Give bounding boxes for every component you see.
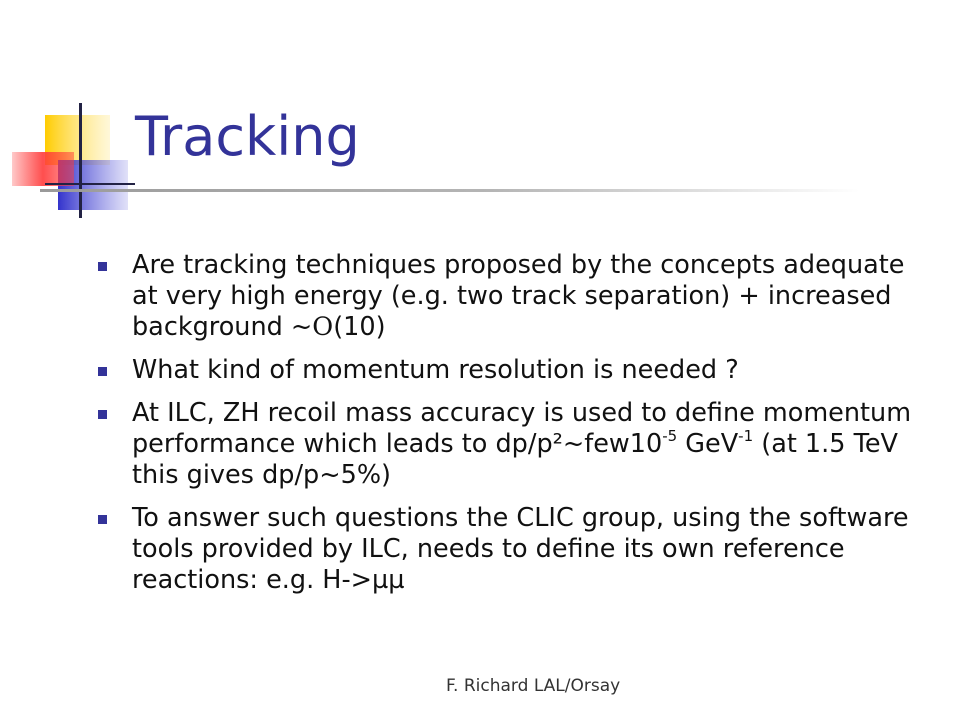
footer-credit: F. Richard LAL/Orsay <box>446 676 621 696</box>
bullet-text: Are tracking techniques proposed by the concepts adequate at very high energy (e.g. two track separation) + increased background ~ <box>132 250 905 342</box>
bullet-text: What kind of momentum resolution is needed ? <box>132 355 739 385</box>
bullet-text: To answer such questions the CLIC group, using the software tools provided by ILC, needs to define its own reference reactions: e.g. H->µµ <box>132 503 909 595</box>
bullet-item <box>98 250 938 343</box>
bullet-marker-icon <box>98 367 107 376</box>
bullet-marker-icon <box>98 262 107 271</box>
decorative-corner-graphic <box>0 95 140 225</box>
bullet-text: O <box>312 312 334 342</box>
bullet-text: At ILC, ZH recoil mass accuracy is used to define momentum performance which leads to dp/p²~few10 <box>132 398 912 459</box>
superscript: -1 <box>738 426 754 445</box>
bullet-marker-icon <box>98 410 107 419</box>
superscript: -5 <box>662 426 678 445</box>
title-underline <box>40 189 860 192</box>
bullet-list <box>98 250 938 608</box>
bullet-text: (at 1.5 TeV this gives dp/p~5%) <box>132 429 898 490</box>
slide-title: Tracking <box>135 105 360 168</box>
bullet-item <box>98 398 938 491</box>
bullet-item <box>98 355 938 386</box>
bullet-text: GeV <box>677 429 739 459</box>
bullet-item <box>98 503 938 596</box>
bullet-marker-icon <box>98 515 107 524</box>
bullet-text: (10) <box>333 312 386 342</box>
